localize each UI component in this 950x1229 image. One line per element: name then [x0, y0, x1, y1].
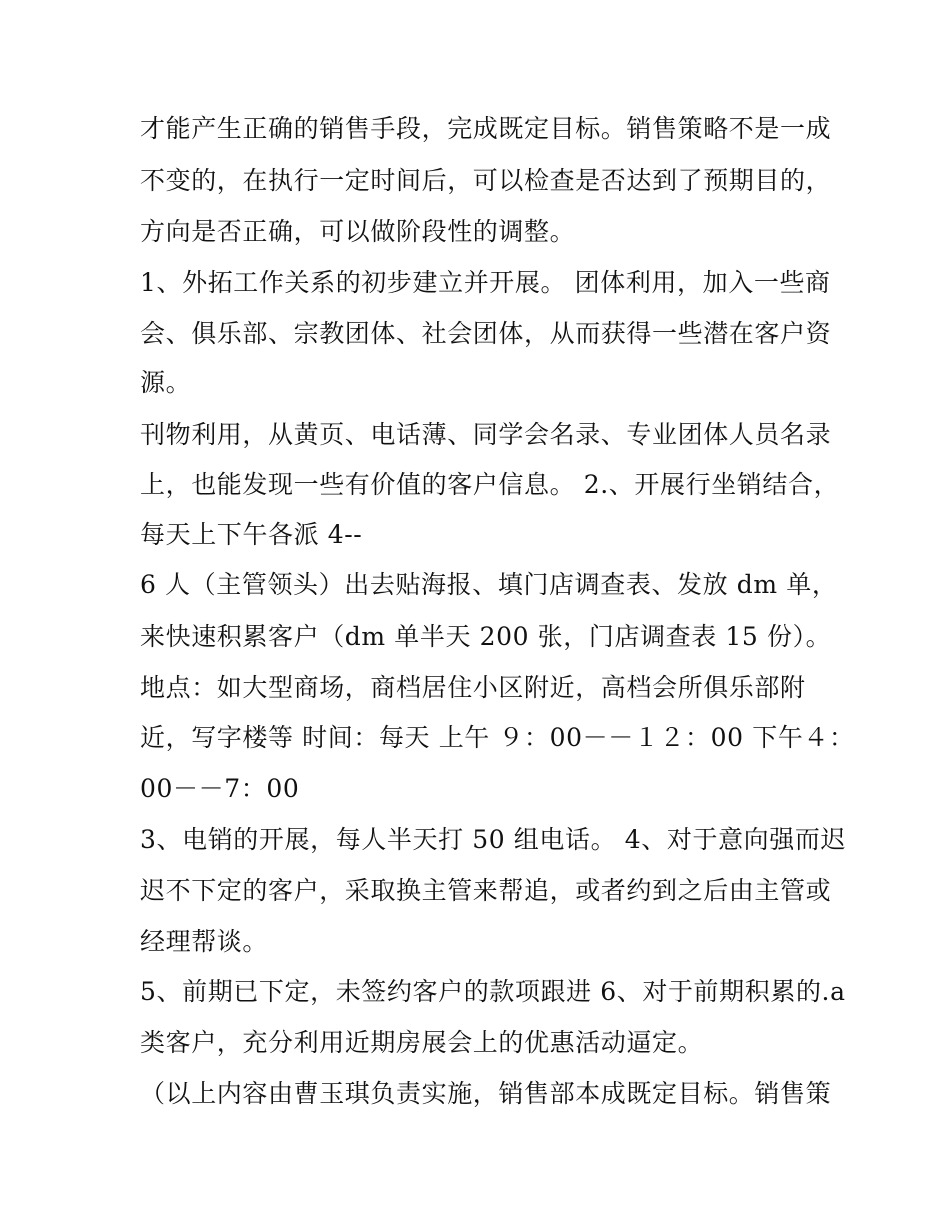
- text-line: 迟不下定的客户，采取换主管来帮追，或者约到之后由主管或: [140, 876, 832, 905]
- text-line: 近，写字楼等 时间：每天 上午 ９：00－－１２：00 下午４：: [140, 723, 855, 752]
- text-line: 会、俱乐部、宗教团体、社会团体，从而获得一些潜在客户资: [140, 319, 832, 348]
- text-line: 方向是否正确，可以做阶段性的调整。: [140, 217, 576, 246]
- text-line: 每天上下午各派 4--: [140, 520, 363, 549]
- text-line: 地点：如大型商场，商档居住小区附近，高档会所俱乐部附: [140, 673, 806, 702]
- text-line: 6 人（主管领头）出去贴海报、填门店调查表、发放 dm 单，: [140, 570, 838, 599]
- text-line: 类客户，充分利用近期房展会上的优惠活动逼定。: [140, 1028, 704, 1057]
- text-line: （以上内容由曹玉琪负责实施，销售部本成既定目标。销售策: [140, 1079, 832, 1108]
- text-line: 3、电销的开展，每人半天打 50 组电话。 4、对于意向强而迟: [140, 825, 847, 854]
- text-line: 5、前期已下定，未签约客户的款项跟进 6、对于前期积累的.a: [140, 977, 846, 1006]
- text-line: 刊物利用，从黄页、电话薄、同学会名录、专业团体人员名录: [140, 420, 832, 449]
- text-line: 00－－7：00: [140, 774, 300, 803]
- text-line: 才能产生正确的销售手段，完成既定目标。销售策略不是一成: [140, 114, 832, 143]
- text-line: 来快速积累客户（dm 单半天 200 张，门店调查表 15 份）。: [140, 622, 832, 651]
- text-line: 1、外拓工作关系的初步建立并开展。 团体利用，加入一些商: [140, 268, 831, 297]
- text-line: 经理帮谈。: [140, 927, 269, 956]
- text-line: 不变的，在执行一定时间后，可以检查是否达到了预期目的，: [140, 166, 832, 195]
- text-line: 上，也能发现一些有价值的客户信息。 2.、开展行坐销结合，: [140, 470, 840, 499]
- text-line: 源。: [140, 368, 192, 397]
